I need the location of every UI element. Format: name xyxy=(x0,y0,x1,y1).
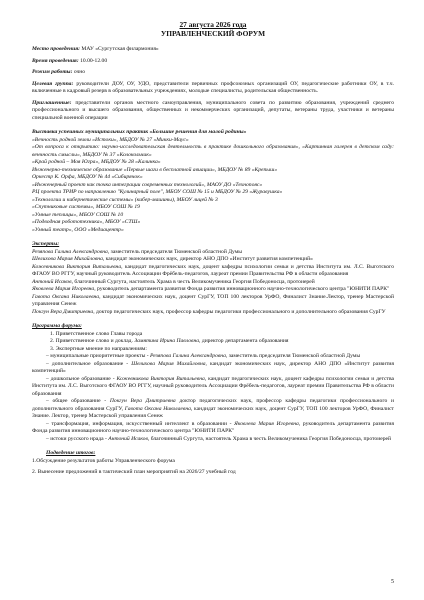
expert-desc: , кандидат экономических наук, директор АНО ДПО «Институт развития компетенций» xyxy=(102,256,313,262)
program-subitem xyxy=(32,353,394,361)
program-line-2-pre: 2. Приветственное слово и доклад. xyxy=(50,338,135,344)
subitem-post: , благочинный Сургута, настоятель Храма в честь Великомученика Георгия Победоносца, протоиерей xyxy=(147,435,391,442)
expert-item xyxy=(32,279,394,287)
time-label: Время проведения: xyxy=(32,57,79,64)
program-subitem xyxy=(32,398,394,421)
place-line xyxy=(32,46,394,54)
program-line-2 xyxy=(32,338,394,346)
exhibition-heading: Выставка успешных муниципальных практик «Большие решения для малой родины» xyxy=(32,129,247,135)
time-value: 10.00-12.00 xyxy=(78,57,108,64)
subitem-post: , заместитель председателя Тюменской областной Думы xyxy=(225,353,361,359)
experts-list xyxy=(32,249,394,317)
subitem-post: , кандидат педагогических наук, доцент кафедры психологии семьи и детства Института им. Л.С. Выготского ФГАОУ ВО РГГУ, научный руководитель Ассоциации Фрёбель-педагогов, лауреат премии Правительства РФ в области образования xyxy=(32,375,395,397)
place-value: МАУ «Сургутская филармония» xyxy=(79,46,159,52)
event-date: 27 августа 2026 года xyxy=(179,20,247,29)
invited-value: представители органов местного самоуправления, муниципального совета по развитию образования, учреждений среднего профессионального и высшего образования, общественных и некоммерческих организаций, депутаты, ветераны труда, участники и ветераны специальной военной операции xyxy=(32,99,394,121)
exhibition-item: «Край родной – Моя Югра», МБДОУ № 28 «Калинка» xyxy=(32,159,161,165)
expert-name: Резяпова Галина Александровна xyxy=(32,248,108,255)
exhibition-item: «Спутниковые системы», МБОУ СОШ № 19 xyxy=(32,204,140,210)
program-subitem xyxy=(32,436,394,444)
subitem-name: Шелихова Мария Михайловна xyxy=(131,360,206,367)
exhibition-item: РЦ проекта ТРИР по направлению "Кулинарный поле", МБОУ СОШ № 15 и МБДОУ № 29 «Журавушка» xyxy=(32,189,283,195)
subitem-post-2: , кандидат экономических наук, доцент СурГУ, ТОП 100 лекторов УрФО, Финалист Знание. Лектор, тренер Мастерской управления Сенеж xyxy=(32,405,394,419)
subitem-pre: – истоки русского нрада - xyxy=(46,435,109,442)
subitem-name-2: Гавота Оксана Николаевна xyxy=(124,405,191,412)
expert-desc: , благочинный Сургута, настоятель Храма в честь Великомученика Георгия Победоносца, протоиерей xyxy=(71,278,315,285)
exhibition-item: «Технологии и кибернетические системы» (кибер-машины), МБОУ лицей № 3 xyxy=(32,196,218,203)
expert-desc: , руководитель департамента развития Фонда развития инновационного научно-технологического центра "ЮНИТИ ПАРК" xyxy=(94,286,390,292)
expert-desc: , заместитель председателя Тюменской областной Думы xyxy=(107,248,243,255)
mode-value: очно xyxy=(72,69,86,75)
program-line-2-name: Замятина Ирина Павловна xyxy=(134,338,200,344)
time-line xyxy=(32,58,394,66)
program-line-1: 1. Приветственное слово Главы города xyxy=(50,330,143,337)
expert-desc: , доктор педагогических наук, профессор кафедры педагогики профессионального и дополнительного образования СурГУ xyxy=(93,308,386,315)
program-heading: Программа форума: xyxy=(32,323,82,329)
subitem-pre: – дополнительное образование - xyxy=(46,360,132,367)
exhibition-item: Инженерно-техническое образование «Первые шаги в бесплатной авиации», МБДОУ № 89 «Крепыш» xyxy=(32,166,278,173)
summary-item-1: 1.Обсуждение результатов работы Управленческого форума xyxy=(32,457,175,464)
exhibition-item: Оркестр К. Орфа, МБДОУ № 44 «Сибирячок» xyxy=(32,174,143,180)
expert-name: Гавота Оксана Николаевна xyxy=(32,293,100,300)
program-sublist xyxy=(32,353,394,443)
program-line-2-post: , директор департамента образования xyxy=(199,338,289,344)
subitem-name: Яковлева Мария Игоревна xyxy=(234,420,299,427)
page-title: УПРАВЛЕНЧЕСКИЙ ФОРУМ xyxy=(160,29,266,38)
subitem-post: , руководитель департамента развития Фонда развития инновационного научно-технологического центра "ЮНИТИ ПАРК" xyxy=(32,420,394,434)
program-line-3: 3. Экспертные мнение по направлениям: xyxy=(50,345,147,352)
exhibition-item: «Умный театр», ООО «Медиацентр» xyxy=(32,226,124,233)
summary-item-2: 2. Вынесение предложений в тактический план мероприятий на 2026/27 учебный год xyxy=(32,469,236,475)
expert-desc: , кандидат педагогических наук, доцент кафедры психологии семьи и детства Института им. Л.С. Выготского ФГАОУ ВО РГГУ, научный руководитель Ассоциации Фрёбель-педагогов, лауреат премии Правительства РФ в области образования xyxy=(32,263,395,277)
audience-line xyxy=(32,81,394,96)
audience-value: руководители ДОУ, ОУ, УДО, представители первичных профсоюзных организаций ОУ, педагогические работники ОУ, в т.ч. включенные в кадровый резерв в образовательных учреждениях, молодые специалисты, родительская общественность. xyxy=(32,80,394,94)
expert-name: Кожевникова Виктория Витальевна xyxy=(32,263,122,270)
subitem-name: Антоний Исаков xyxy=(108,435,148,442)
exhibition-item: «Умные теплицы», МБОУ СОШ № 10 xyxy=(32,211,124,218)
audience-label: Целевая группа: xyxy=(32,80,74,87)
page-number: 5 xyxy=(391,578,394,585)
expert-item xyxy=(32,264,394,279)
program-subitem xyxy=(32,376,394,399)
exhibition-item: «Инженерный проект как точка интеграции современных технологий», МАОУ ДО «Технопояс» xyxy=(32,181,263,188)
subitem-name: Кожевникова Виктория Витальевна xyxy=(116,375,205,382)
expert-item xyxy=(32,294,394,309)
exhibition-item: «Подводная робототехника», МБОУ «СТШ» xyxy=(32,219,141,225)
experts-heading: Эксперты: xyxy=(32,241,60,247)
exhibition-list xyxy=(32,137,394,235)
expert-item xyxy=(32,249,394,257)
expert-item xyxy=(32,256,394,264)
program-subitem xyxy=(32,421,394,436)
expert-name: Антоний Исаков xyxy=(32,278,72,285)
expert-item xyxy=(32,286,394,294)
subitem-post: , кандидат экономических наук, директор АНО ДПО «Институт развития компетенций» xyxy=(32,360,394,374)
invited-line xyxy=(32,100,394,123)
place-label: Место проведения: xyxy=(32,46,80,52)
expert-name: Покгун Вера Дмитриевна xyxy=(32,308,94,315)
subitem-post: доктор педагогических наук, профессор кафедры педагогики профессионального и дополнительного образования СурГУ, xyxy=(32,398,394,412)
mode-label: Режим работы: xyxy=(32,69,73,75)
summary-heading: Подведение итогов: xyxy=(46,450,96,456)
invited-label: Приглашенные: xyxy=(32,99,72,106)
subitem-pre: – трансформация, информация, искусственный интеллект в образовании - xyxy=(46,420,235,427)
subitem-name: Покгун Вера Дмитриевна xyxy=(109,398,176,404)
mode-line xyxy=(32,69,394,77)
subitem-name: Резяпова Галина Александровна xyxy=(150,353,226,359)
subitem-pre: – муниципальные приоритетные проекты - xyxy=(46,353,151,359)
expert-name: Шелихова Мария Михайловна xyxy=(32,256,103,262)
subitem-pre: – общее образование - xyxy=(46,398,110,404)
expert-name: Яковлева Мария Игоревна xyxy=(32,286,95,292)
expert-item xyxy=(32,309,394,317)
expert-desc: , кандидат экономических наук, доцент СурГУ, ТОП 100 лекторов УрФО, Финалист Знание.Лектор, тренер Мастерской управления Сенеж xyxy=(32,293,394,307)
subitem-pre: – дошкольное образование - xyxy=(46,375,117,382)
exhibition-item: «От вопроса к открытию: научно-исследовательская деятельность в практике дошкольного образования», «Картинная галерея в детском саду: венчность смыслы», МБДОУ № 37 «Колокольчик» xyxy=(32,144,394,158)
exhibition-item: «Вечность родной земли «Истоки», МБДОУ № 27 «Микки-Маус» xyxy=(32,136,189,143)
program-subitem xyxy=(32,361,394,376)
